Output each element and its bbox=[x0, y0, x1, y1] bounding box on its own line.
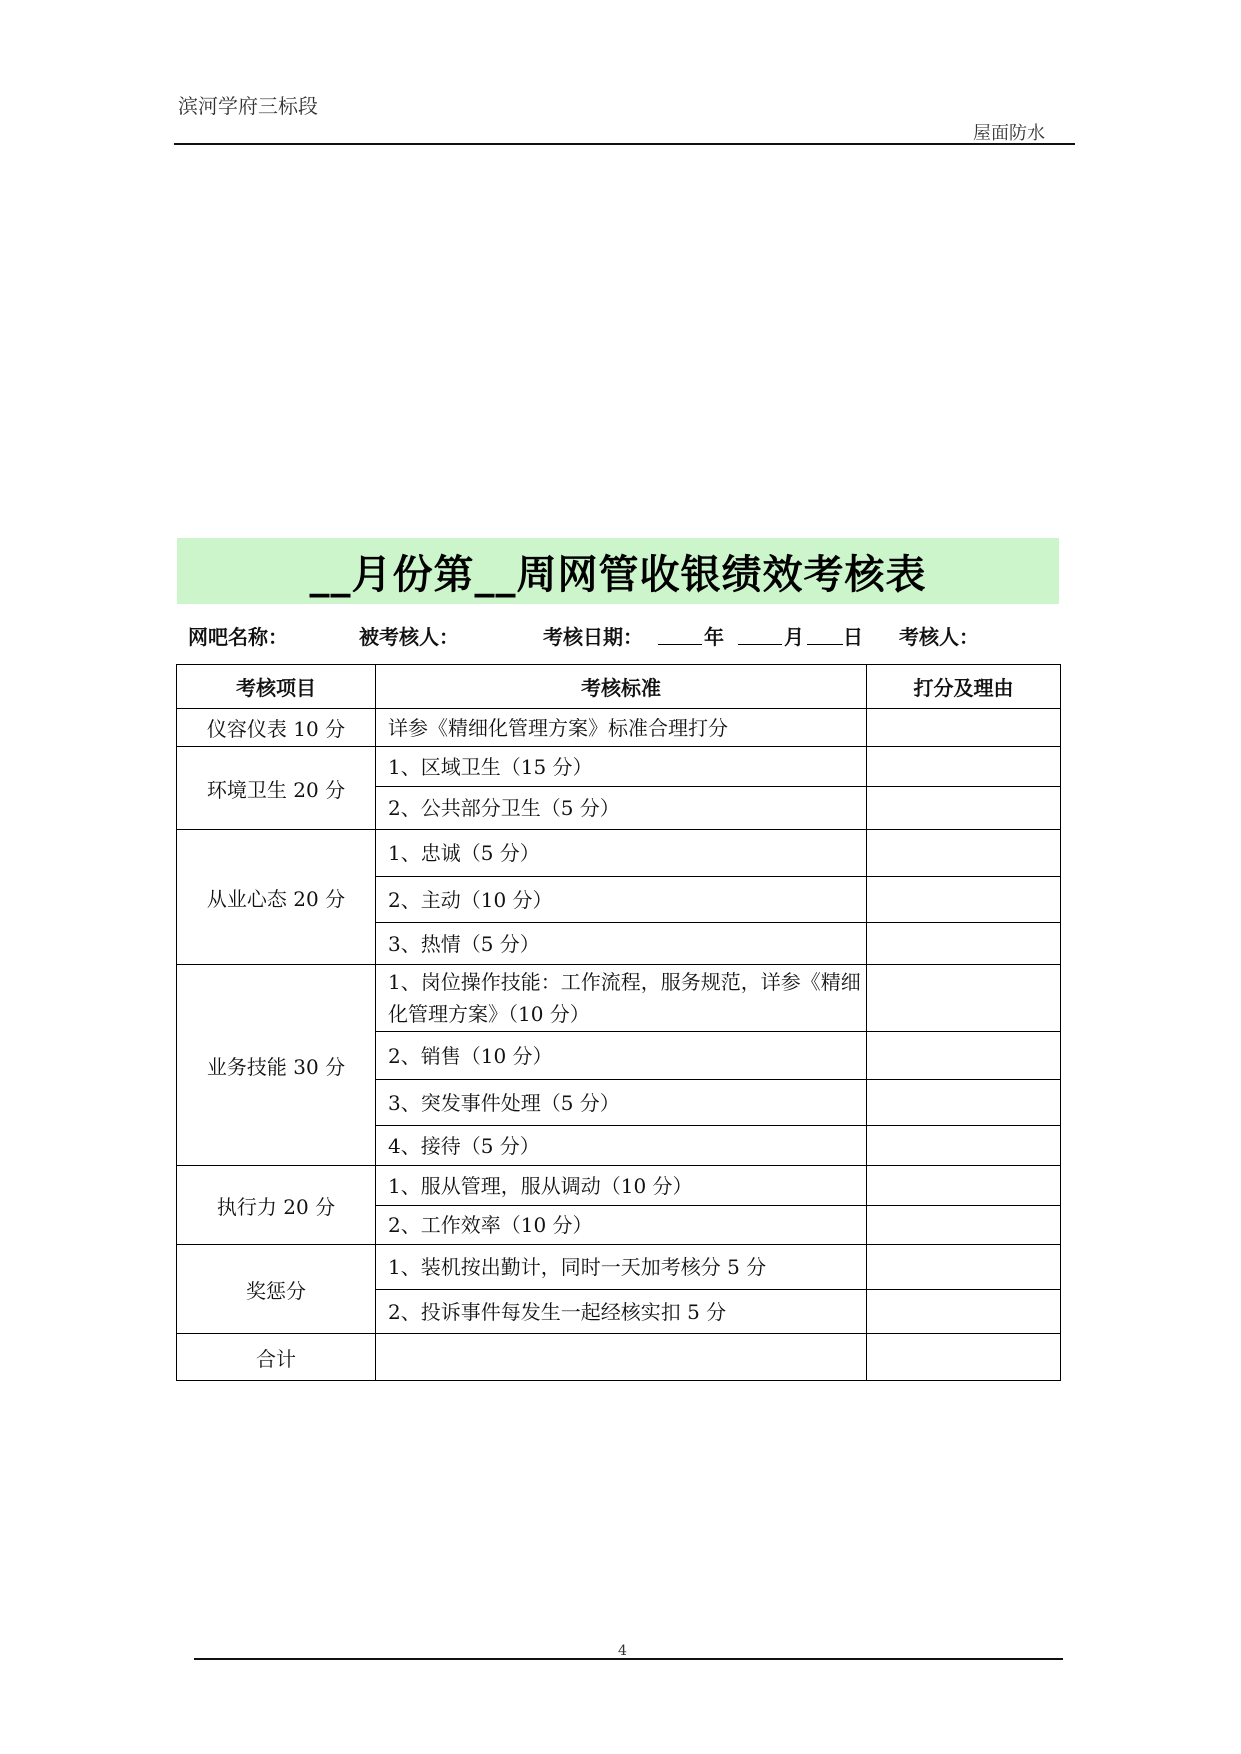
table-row bbox=[177, 830, 1061, 877]
table-row bbox=[177, 709, 1061, 747]
month-blank bbox=[738, 621, 782, 645]
standard-cell: 1、忠诚（5 分） bbox=[376, 830, 867, 877]
score-cell[interactable] bbox=[867, 923, 1061, 965]
table-row bbox=[177, 965, 1061, 1032]
page-title: __月份第__周网管收银绩效考核表 bbox=[309, 551, 927, 598]
category-cell: 业务技能 30 分 bbox=[177, 965, 376, 1166]
page-number: 4 bbox=[618, 1643, 627, 1659]
standard-cell: 1、区域卫生（15 分） bbox=[376, 747, 867, 787]
score-cell[interactable] bbox=[867, 1206, 1061, 1245]
year-blank bbox=[658, 621, 702, 645]
score-cell[interactable] bbox=[867, 1290, 1061, 1334]
assessment-table bbox=[176, 664, 1061, 1381]
total-label: 合计 bbox=[177, 1334, 376, 1381]
category-cell: 仪容仪表 10 分 bbox=[177, 709, 376, 747]
header-rule bbox=[174, 143, 1075, 145]
score-cell[interactable] bbox=[867, 877, 1061, 923]
score-cell[interactable] bbox=[867, 1032, 1061, 1080]
score-cell[interactable] bbox=[867, 1126, 1061, 1166]
table-row bbox=[177, 747, 1061, 787]
header-score: 打分及理由 bbox=[867, 665, 1061, 709]
assessor-label: 考核人： bbox=[899, 625, 979, 649]
score-cell[interactable] bbox=[867, 747, 1061, 787]
standard-cell: 1、岗位操作技能：工作流程，服务规范，详参《精细化管理方案》（10 分） bbox=[376, 965, 867, 1032]
score-cell[interactable] bbox=[867, 1166, 1061, 1206]
score-cell[interactable] bbox=[867, 709, 1061, 747]
header-section: 屋面防水 bbox=[973, 123, 1045, 144]
footer-rule bbox=[194, 1658, 1063, 1660]
standard-cell: 详参《精细化管理方案》标准合理打分 bbox=[376, 709, 867, 747]
header-standard: 考核标准 bbox=[376, 665, 867, 709]
year-label: 年 bbox=[704, 625, 724, 649]
bar-name-label: 网吧名称： bbox=[188, 625, 288, 649]
meta-line bbox=[0, 621, 1241, 651]
table-header-row bbox=[177, 665, 1061, 709]
standard-cell: 2、销售（10 分） bbox=[376, 1032, 867, 1080]
standard-cell: 2、工作效率（10 分） bbox=[376, 1206, 867, 1245]
category-cell: 奖惩分 bbox=[177, 1245, 376, 1334]
standard-cell: 2、主动（10 分） bbox=[376, 877, 867, 923]
month-label: 月 bbox=[784, 625, 804, 649]
category-cell: 环境卫生 20 分 bbox=[177, 747, 376, 830]
standard-cell: 3、突发事件处理（5 分） bbox=[376, 1080, 867, 1126]
header-project: 滨河学府三标段 bbox=[178, 94, 318, 118]
score-cell[interactable] bbox=[867, 787, 1061, 830]
day-blank bbox=[807, 621, 843, 645]
category-cell: 执行力 20 分 bbox=[177, 1166, 376, 1245]
assessee-label: 被考核人： bbox=[359, 625, 459, 649]
category-cell: 从业心态 20 分 bbox=[177, 830, 376, 965]
standard-cell: 1、服从管理，服从调动（10 分） bbox=[376, 1166, 867, 1206]
standard-cell: 2、投诉事件每发生一起经核实扣 5 分 bbox=[376, 1290, 867, 1334]
standard-cell: 4、接待（5 分） bbox=[376, 1126, 867, 1166]
standard-cell: 3、热情（5 分） bbox=[376, 923, 867, 965]
score-cell[interactable] bbox=[867, 1245, 1061, 1290]
table-row bbox=[177, 1245, 1061, 1290]
day-label: 日 bbox=[843, 625, 863, 649]
header-item: 考核项目 bbox=[177, 665, 376, 709]
standard-cell: 1、装机按出勤计，同时一天加考核分 5 分 bbox=[376, 1245, 867, 1290]
total-row bbox=[177, 1334, 1061, 1381]
title-band bbox=[177, 538, 1059, 604]
total-score-cell[interactable] bbox=[867, 1334, 1061, 1381]
score-cell[interactable] bbox=[867, 1080, 1061, 1126]
score-cell[interactable] bbox=[867, 830, 1061, 877]
date-label: 考核日期： bbox=[543, 625, 643, 649]
score-cell[interactable] bbox=[867, 965, 1061, 1032]
total-standard-cell[interactable] bbox=[376, 1334, 867, 1381]
standard-cell: 2、公共部分卫生（5 分） bbox=[376, 787, 867, 830]
table-row bbox=[177, 1166, 1061, 1206]
